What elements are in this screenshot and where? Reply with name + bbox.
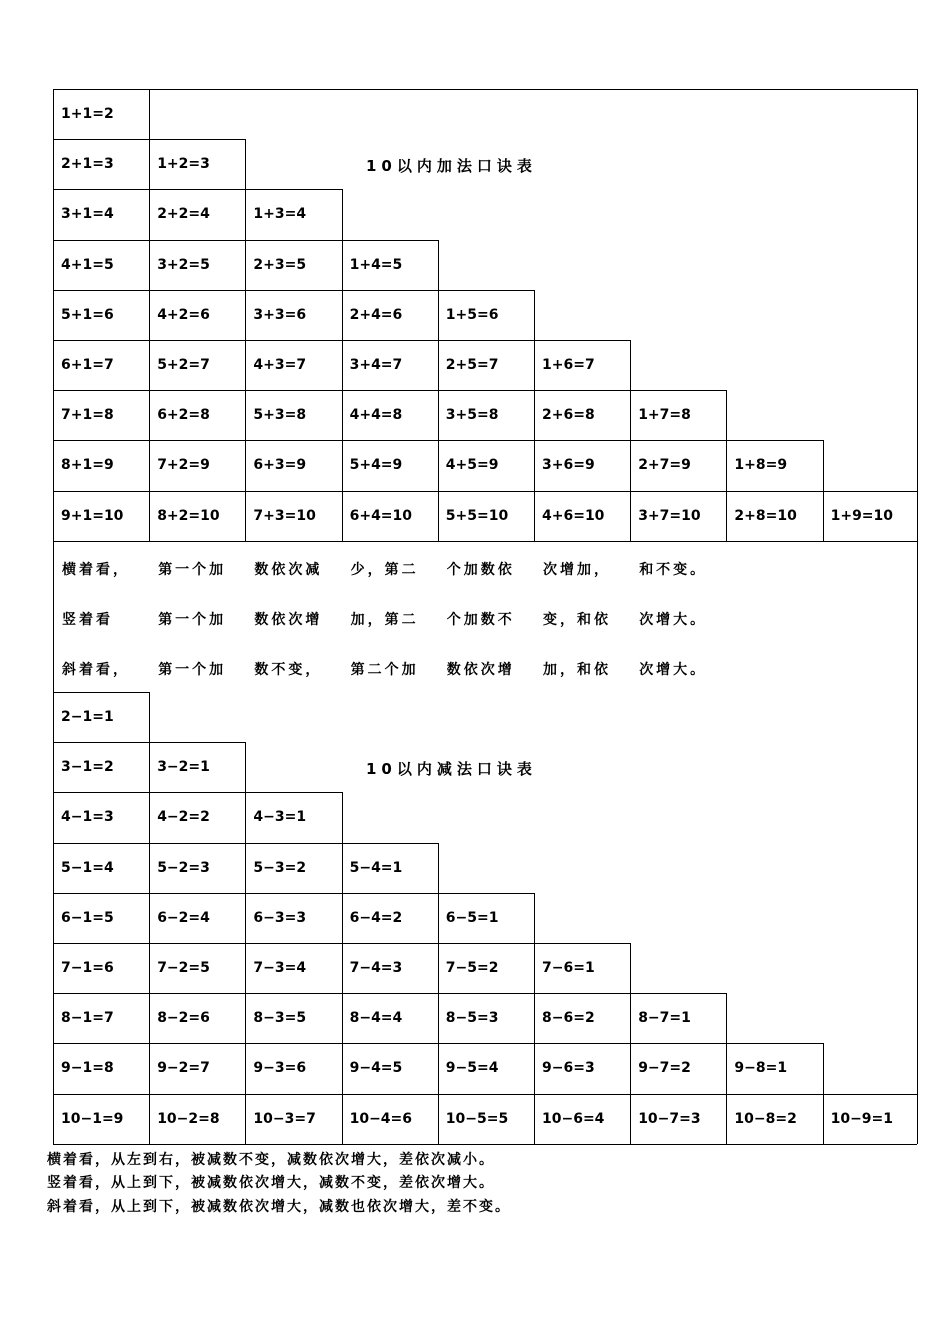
subtraction-fact: 8−3=5: [253, 1010, 307, 1027]
subtraction-fact: 9−3=6: [253, 1060, 307, 1077]
addition-fact: 4+1=5: [61, 256, 114, 273]
addition-fact: 3+1=4: [61, 206, 114, 223]
subtraction-fact: 5−2=3: [157, 859, 210, 876]
addition-observation-text: 次增加，: [543, 562, 611, 578]
addition-observation-text: 次增大。: [639, 662, 708, 678]
addition-fact: 1+5=6: [445, 306, 499, 323]
grid-line: [726, 993, 727, 1144]
addition-fact: 6+2=8: [157, 407, 210, 424]
addition-fact: 2+1=3: [61, 156, 114, 173]
addition-fact: 1+4=5: [349, 256, 403, 273]
subtraction-fact: 6−1=5: [61, 909, 114, 926]
addition-observation-text: 横着看，: [62, 562, 130, 578]
subtraction-fact: 10−6=4: [542, 1110, 605, 1127]
addition-observation-text: 第一个加: [158, 662, 227, 678]
addition-fact: 3+2=5: [157, 256, 210, 273]
addition-fact: 5+5=10: [445, 507, 509, 524]
addition-fact: 5+4=9: [349, 457, 403, 474]
subtraction-fact: 9−1=8: [61, 1060, 114, 1077]
subtraction-fact: 8−6=2: [542, 1010, 595, 1027]
grid-line: [823, 440, 824, 540]
addition-fact: 1+8=9: [734, 457, 788, 474]
grid-line: [630, 340, 631, 541]
grid-line: [438, 240, 439, 541]
addition-observation-text: 个加数不: [446, 612, 515, 628]
subtraction-fact: 8−4=4: [349, 1010, 403, 1027]
addition-fact: 7+2=9: [157, 457, 210, 474]
addition-fact: 4+2=6: [157, 306, 210, 323]
addition-fact: 8+1=9: [61, 457, 114, 474]
grid-line: [726, 390, 727, 541]
addition-fact: 3+7=10: [638, 507, 701, 524]
grid-line: [53, 993, 726, 994]
addition-fact: 3+3=6: [253, 306, 307, 323]
addition-fact: 3+5=8: [445, 407, 499, 424]
subtraction-fact: 7−5=2: [445, 960, 499, 977]
subtraction-fact: 6−3=3: [253, 909, 307, 926]
subtraction-fact: 5−1=4: [61, 859, 114, 876]
addition-fact: 4+3=7: [253, 357, 307, 374]
addition-fact: 2+4=6: [349, 306, 403, 323]
addition-fact: 2+7=9: [638, 457, 691, 474]
grid-line: [917, 89, 918, 1144]
addition-fact: 7+1=8: [61, 407, 114, 424]
subtraction-fact: 8−5=3: [445, 1010, 499, 1027]
addition-observation-text: 数依次增: [446, 662, 515, 678]
addition-fact: 1+1=2: [61, 106, 114, 123]
subtraction-fact: 10−4=6: [349, 1110, 413, 1127]
grid-line: [149, 89, 150, 541]
addition-fact: 2+6=8: [542, 407, 595, 424]
grid-line: [245, 139, 246, 541]
addition-fact: 4+5=9: [445, 457, 499, 474]
addition-observation-text: 少，第二: [350, 562, 419, 578]
grid-line: [534, 893, 535, 1144]
addition-fact: 1+9=10: [830, 507, 894, 524]
addition-fact: 6+3=9: [253, 457, 307, 474]
subtraction-fact: 9−4=5: [349, 1060, 403, 1077]
addition-observation-text: 第一个加: [158, 612, 227, 628]
grid-line: [53, 692, 54, 1144]
grid-line: [53, 893, 534, 894]
grid-line: [53, 491, 917, 492]
subtraction-rule-note: 横着看，从左到右，被减数不变，减数依次增大，差依次减小。: [47, 1152, 495, 1168]
grid-line: [438, 843, 439, 1144]
grid-line: [53, 541, 917, 542]
addition-fact: 6+4=10: [349, 507, 413, 524]
subtraction-fact: 10−1=9: [61, 1110, 124, 1127]
subtraction-table-title: 10以内减法口诀表: [366, 760, 537, 778]
subtraction-fact: 2−1=1: [61, 709, 114, 726]
subtraction-fact: 10−5=5: [445, 1110, 509, 1127]
grid-line: [53, 692, 149, 693]
subtraction-fact: 7−4=3: [349, 960, 403, 977]
subtraction-fact: 5−3=2: [253, 859, 307, 876]
addition-fact: 2+5=7: [445, 357, 499, 374]
subtraction-fact: 3−1=2: [61, 759, 114, 776]
addition-fact: 9+1=10: [61, 507, 124, 524]
addition-fact: 2+8=10: [734, 507, 797, 524]
subtraction-fact: 9−7=2: [638, 1060, 691, 1077]
grid-line: [53, 89, 54, 541]
addition-fact: 5+1=6: [61, 306, 114, 323]
grid-line: [53, 290, 534, 291]
addition-fact: 4+4=8: [349, 407, 403, 424]
addition-observation-text: 数依次减: [254, 562, 323, 578]
subtraction-fact: 10−7=3: [638, 1110, 701, 1127]
grid-line: [53, 542, 54, 693]
grid-line: [53, 1094, 917, 1095]
subtraction-fact: 10−9=1: [830, 1110, 894, 1127]
subtraction-fact: 7−6=1: [542, 960, 595, 977]
grid-line: [53, 89, 149, 90]
addition-fact: 2+3=5: [253, 256, 307, 273]
subtraction-fact: 8−7=1: [638, 1010, 691, 1027]
grid-line: [342, 792, 343, 1143]
subtraction-fact: 4−3=1: [253, 809, 307, 826]
subtraction-rule-note: 斜着看，从上到下，被减数依次增大，减数也依次增大，差不变。: [47, 1199, 511, 1215]
addition-fact: 2+2=4: [157, 206, 210, 223]
addition-fact: 1+7=8: [638, 407, 691, 424]
subtraction-fact: 5−4=1: [349, 859, 403, 876]
subtraction-fact: 9−8=1: [734, 1060, 788, 1077]
addition-fact: 1+3=4: [253, 206, 307, 223]
addition-fact: 8+2=10: [157, 507, 220, 524]
addition-observation-text: 数依次增: [254, 612, 323, 628]
addition-observation-text: 加，第二: [350, 612, 419, 628]
addition-fact: 7+3=10: [253, 507, 316, 524]
addition-observation-text: 斜着看，: [62, 662, 130, 678]
subtraction-fact: 9−2=7: [157, 1060, 210, 1077]
subtraction-fact: 8−2=6: [157, 1010, 210, 1027]
subtraction-fact: 10−8=2: [734, 1110, 797, 1127]
subtraction-fact: 3−2=1: [157, 759, 210, 776]
grid-line: [823, 1043, 824, 1143]
addition-fact: 1+6=7: [542, 357, 595, 374]
grid-line: [342, 189, 343, 540]
addition-observation-text: 变，和依: [543, 612, 611, 628]
subtraction-fact: 6−4=2: [349, 909, 403, 926]
subtraction-fact: 9−5=4: [445, 1060, 499, 1077]
subtraction-fact: 7−3=4: [253, 960, 307, 977]
subtraction-fact: 8−1=7: [61, 1010, 114, 1027]
addition-observation-text: 个加数依: [446, 562, 515, 578]
subtraction-fact: 7−1=6: [61, 960, 114, 977]
subtraction-fact: 10−3=7: [253, 1110, 316, 1127]
grid-line: [534, 290, 535, 541]
grid-line: [53, 390, 726, 391]
addition-observation-text: 和不变。: [639, 562, 708, 578]
addition-observation-text: 竖着看: [62, 612, 113, 628]
addition-fact: 3+4=7: [349, 357, 403, 374]
subtraction-fact: 7−2=5: [157, 960, 210, 977]
grid-line: [53, 189, 342, 190]
grid-line: [53, 1144, 917, 1145]
subtraction-fact: 6−5=1: [445, 909, 499, 926]
addition-fact: 3+6=9: [542, 457, 595, 474]
addition-observation-text: 次增大。: [639, 612, 708, 628]
subtraction-fact: 9−6=3: [542, 1060, 595, 1077]
grid-line: [630, 943, 631, 1144]
addition-observation-text: 第一个加: [158, 562, 227, 578]
grid-line: [149, 89, 917, 90]
grid-line: [53, 792, 342, 793]
subtraction-fact: 6−2=4: [157, 909, 210, 926]
addition-fact: 5+2=7: [157, 357, 210, 374]
subtraction-rule-note: 竖着看，从上到下，被减数依次增大，减数不变，差依次增大。: [47, 1175, 495, 1191]
addition-observation-text: 数不变，: [254, 662, 323, 678]
addition-observation-text: 第二个加: [350, 662, 419, 678]
subtraction-fact: 4−1=3: [61, 809, 114, 826]
addition-fact: 5+3=8: [253, 407, 307, 424]
grid-line: [149, 692, 150, 1144]
addition-observation-text: 加，和依: [543, 662, 611, 678]
addition-fact: 6+1=7: [61, 357, 114, 374]
addition-table-title: 10以内加法口诀表: [366, 157, 537, 175]
subtraction-fact: 10−2=8: [157, 1110, 220, 1127]
addition-fact: 1+2=3: [157, 156, 210, 173]
grid-line: [245, 742, 246, 1144]
addition-fact: 4+6=10: [542, 507, 605, 524]
subtraction-fact: 4−2=2: [157, 809, 210, 826]
